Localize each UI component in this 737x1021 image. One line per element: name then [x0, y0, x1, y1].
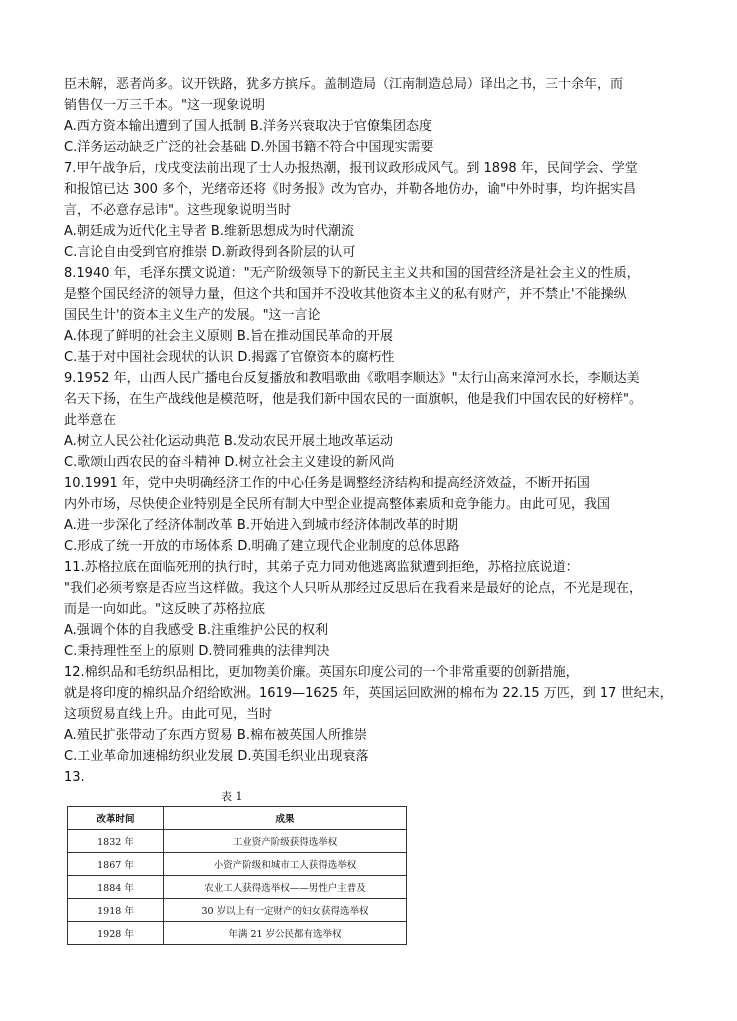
- question-10: 10.1991 年，党中央明确经济工作的中心任务是调整经济结构和提高经济效益，不断开拓国: [64, 476, 590, 491]
- table-cell-year: 1867 年: [68, 853, 164, 876]
- text-line: 这项贸易直线上升。由此可见，当时: [64, 707, 273, 722]
- table-cell-year: 1832 年: [68, 830, 164, 853]
- table-row: [68, 899, 407, 922]
- option-line: A.体现了鲜明的社会主义原则 B.旨在推动国民革命的开展: [64, 329, 393, 344]
- reform-table: [67, 806, 407, 945]
- question-8: 8.1940 年，毛泽东撰文说道："无产阶级领导下的新民主主义共和国的国营经济是社会主义的性质，: [64, 266, 640, 281]
- text-line: 臣未解，恶者尚多。议开铁路，犹多方摈斥。盖制造局（江南制造总局）译出之书，三十余年，而: [64, 77, 624, 92]
- option-line: A.进一步深化了经济体制改革 B.开始进入到城市经济体制改革的时期: [64, 518, 458, 533]
- option-line: C.歌颂山西农民的奋斗精神 D.树立社会主义建设的新风尚: [64, 455, 395, 470]
- option-line: C.言论自由受到官府推崇 D.新政得到各阶层的认可: [64, 245, 356, 260]
- table-header-row: [68, 807, 407, 830]
- table-cell-year: 1884 年: [68, 876, 164, 899]
- text-line: "我们必须考察是否应当这样做。我这个人只听从那经过反思后在我看来是最好的论点，不光是现在，: [64, 581, 642, 596]
- option-line: C.秉持理性至上的原则 D.赞同雅典的法律判决: [64, 644, 330, 659]
- option-line: A.树立人民公社化运动典范 B.发动农民开展土地改革运动: [64, 434, 393, 449]
- text-line: 而是一向如此。"这反映了苏格拉底: [64, 602, 265, 617]
- text-line: 言，不必意存忌讳"。这些现象说明当时: [64, 203, 291, 218]
- column-header-result: 成果: [164, 807, 407, 830]
- table-title: 表 1: [221, 790, 243, 803]
- table-cell-year: 1918 年: [68, 899, 164, 922]
- question-12: 12.棉织品和毛纺织品相比，更加物美价廉。英国东印度公司的一个非常重要的创新措施，: [64, 665, 579, 680]
- table-cell-result: 小资产阶级和城市工人获得选举权: [164, 853, 407, 876]
- text-line: 内外市场，尽快使企业特别是全民所有制大中型企业提高整体素质和竞争能力。由此可见，我国: [64, 497, 611, 512]
- question-11: 11.苏格拉底在面临死刑的执行时，其弟子克力同劝他逃离监狱遭到拒绝，苏格拉底说道：: [64, 560, 579, 575]
- table-cell-result: 年满 21 岁公民都有选举权: [164, 922, 407, 945]
- table-cell-year: 1928 年: [68, 922, 164, 945]
- option-line: A.强调个体的自我感受 B.注重维护公民的权利: [64, 623, 328, 638]
- question-9: 9.1952 年，山西人民广播电台反复播放和教唱歌曲《歌唱李顺达》"太行山高来漳河水长，李顺达美: [64, 371, 640, 386]
- table-row: [68, 830, 407, 853]
- text-line: 名天下扬，在生产战线他是模范呀，他是我们新中国农民的一面旗帜，他是我们中国农民的好榜样"。: [64, 392, 642, 407]
- question-13: 13.: [64, 770, 85, 785]
- option-line: A.殖民扩张带动了东西方贸易 B.棉布被英国人所推崇: [64, 728, 367, 743]
- text-line: 和报馆已达 300 多个，光绪帝还将《时务报》改为官办，并勒各地仿办，谕"中外时事，均许据实昌: [64, 182, 637, 197]
- table-cell-result: 工业资产阶级获得选举权: [164, 830, 407, 853]
- text-line: 此举意在: [64, 413, 117, 428]
- option-line: C.基于对中国社会现状的认识 D.揭露了官僚资本的腐朽性: [64, 350, 395, 365]
- table-row: [68, 876, 407, 899]
- text-line: 就是将印度的棉织品介绍给欧洲。1619—1625 年，英国运回欧洲的棉布为 22.15 万匹，到 17 世纪末，: [64, 686, 673, 701]
- table-row: [68, 853, 407, 876]
- option-line: A.西方资本输出遭到了国人抵制 B.洋务兴衰取决于官僚集团态度: [64, 119, 432, 134]
- option-line: C.洋务运动缺乏广泛的社会基础 D.外国书籍不符合中国现实需要: [64, 140, 434, 155]
- table-cell-result: 30 岁以上有一定财产的妇女获得选举权: [164, 899, 407, 922]
- option-line: C.工业革命加速棉纺织业发展 D.英国毛织业出现衰落: [64, 749, 369, 764]
- question-7: 7.甲午战争后，戊戌变法前出现了士人办报热潮，报刊议政形成风气。到 1898 年，民间学会、学堂: [64, 161, 638, 176]
- column-header-time: 改革时间: [68, 807, 164, 830]
- table-cell-result: 农业工人获得选举权——男性户主普及: [164, 876, 407, 899]
- text-line: 国民生计'的资本主义生产的发展。"这一言论: [64, 308, 321, 323]
- option-line: C.形成了统一开放的市场体系 D.明确了建立现代企业制度的总体思路: [64, 539, 460, 554]
- text-line: 销售仅一万三千本。"这一现象说明: [64, 98, 265, 113]
- table-row: [68, 922, 407, 945]
- option-line: A.朝廷成为近代化主导者 B.维新思想成为时代潮流: [64, 224, 354, 239]
- text-line: 是整个国民经济的领导力量，但这个共和国并不没收其他资本主义的私有财产，并不禁止'不能操纵: [64, 287, 627, 302]
